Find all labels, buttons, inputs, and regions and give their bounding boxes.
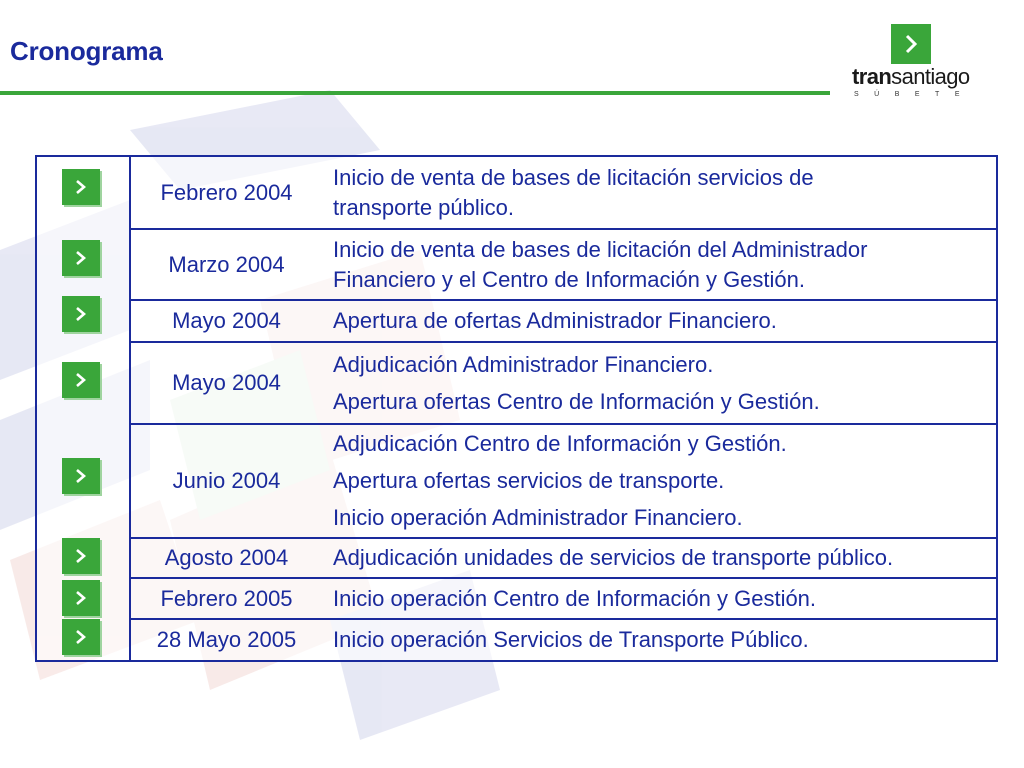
chevron-right-icon xyxy=(903,33,919,55)
row-description xyxy=(324,235,996,295)
logo-word-bold: tran xyxy=(852,64,892,89)
row-date: Junio 2004 xyxy=(172,468,281,493)
schedule-row xyxy=(129,539,996,579)
description-line: Inicio operación Centro de Información y Gestión. xyxy=(333,585,817,611)
row-description xyxy=(324,350,996,417)
chevron-right-icon xyxy=(75,179,87,195)
logo-wordmark xyxy=(852,64,970,90)
description-line: Apertura ofertas Centro de Información y Gestión. xyxy=(333,388,820,414)
description-line: Adjudicación unidades de servicios de transporte público. xyxy=(333,545,894,570)
schedule-row xyxy=(129,343,996,425)
description-line: Inicio de venta de bases de licitación del Administrador xyxy=(333,236,868,262)
chevron-right-icon xyxy=(75,250,87,266)
schedule-row xyxy=(129,579,996,620)
schedule-row xyxy=(129,425,996,539)
row-date: 28 Mayo 2005 xyxy=(156,627,297,652)
schedule-table xyxy=(35,155,998,662)
row-marker-icon xyxy=(62,538,100,574)
chevron-right-icon xyxy=(75,372,87,388)
description-line: Adjudicación Centro de Información y Gestión. xyxy=(333,431,787,456)
chevron-right-icon xyxy=(75,468,87,484)
row-marker-icon xyxy=(62,619,100,655)
chevron-right-icon xyxy=(75,306,87,322)
row-description xyxy=(324,306,996,336)
description-line: Adjudicación Administrador Financiero. xyxy=(333,351,714,377)
title-divider xyxy=(0,91,830,95)
row-date: Agosto 2004 xyxy=(164,545,289,570)
transantiago-logo xyxy=(852,24,976,104)
description-line: Financiero y el Centro de Información y Gestión. xyxy=(333,266,806,292)
schedule-row xyxy=(129,157,996,230)
row-date: Mayo 2004 xyxy=(172,308,281,333)
marker-column xyxy=(37,157,131,660)
row-marker-icon xyxy=(62,458,100,494)
row-date: Marzo 2004 xyxy=(168,251,285,277)
description-line: Inicio de venta de bases de licitación servicios de xyxy=(333,164,814,190)
description-line: Inicio operación Administrador Financiero. xyxy=(333,505,743,530)
chevron-right-icon xyxy=(75,590,87,606)
description-line: Apertura ofertas servicios de transporte. xyxy=(333,468,725,493)
description-line: transporte público. xyxy=(333,194,514,220)
row-marker-icon xyxy=(62,580,100,616)
logo-tagline: SÚBETE xyxy=(854,91,976,98)
row-marker-icon xyxy=(62,240,100,276)
row-description xyxy=(324,163,996,223)
row-date: Febrero 2005 xyxy=(160,585,293,611)
schedule-row xyxy=(129,230,996,301)
row-description xyxy=(324,429,996,533)
schedule-row xyxy=(129,620,996,660)
row-description xyxy=(324,625,996,655)
row-marker-icon xyxy=(62,296,100,332)
row-description xyxy=(324,543,996,573)
chevron-right-icon xyxy=(75,548,87,564)
row-date: Febrero 2004 xyxy=(160,179,293,205)
schedule-row xyxy=(129,301,996,343)
page-title: Cronograma xyxy=(10,36,163,66)
description-line: Inicio operación Servicios de Transporte Público. xyxy=(333,627,809,652)
row-marker-icon xyxy=(62,169,100,205)
row-marker-icon xyxy=(62,362,100,398)
logo-chevron-box xyxy=(891,24,931,64)
chevron-right-icon xyxy=(75,629,87,645)
row-date: Mayo 2004 xyxy=(172,370,281,395)
row-description xyxy=(324,584,996,614)
logo-word-regular: santiago xyxy=(891,64,970,89)
description-line: Apertura de ofertas Administrador Financiero. xyxy=(333,308,777,333)
